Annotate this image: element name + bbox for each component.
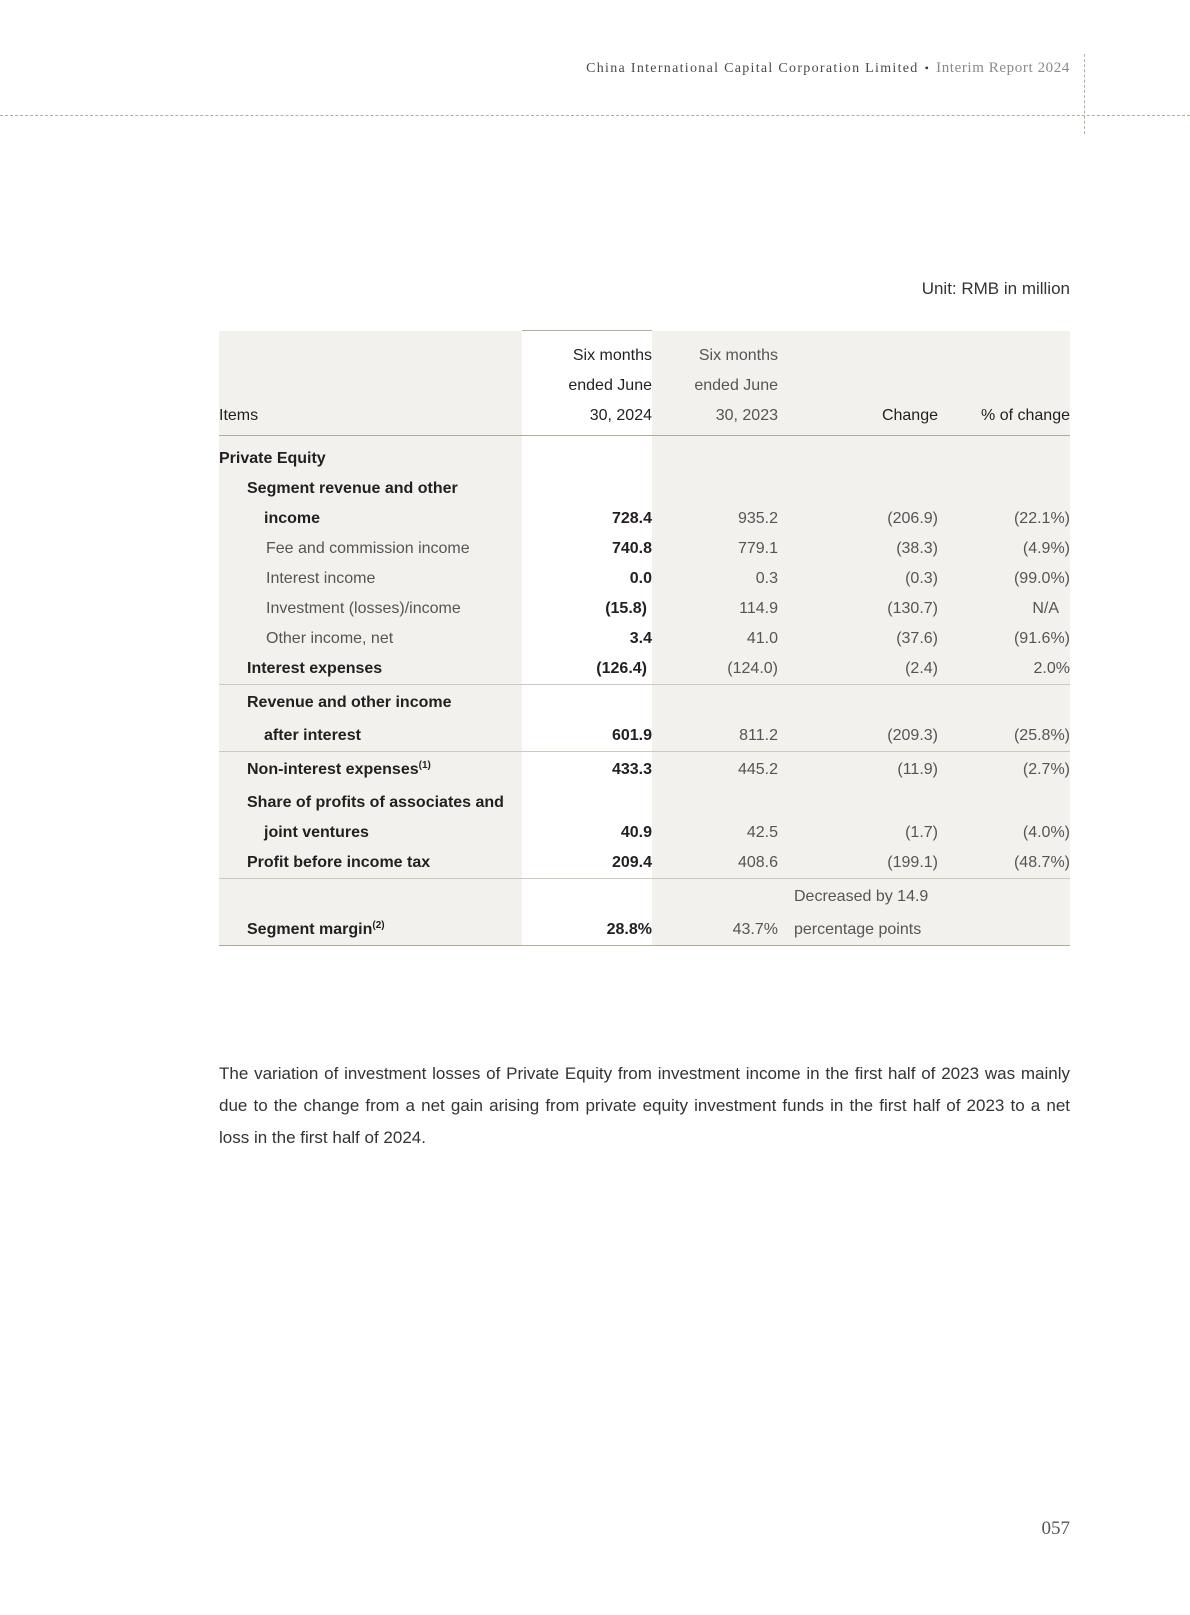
cell-2023: 811.2 bbox=[652, 721, 778, 752]
cell-pct bbox=[938, 915, 1070, 946]
cell-2023: 114.9 bbox=[652, 594, 778, 624]
row-label: Segment revenue and other bbox=[219, 474, 522, 504]
table-header-row bbox=[219, 331, 1070, 436]
unit-note: Unit: RMB in million bbox=[921, 279, 1070, 298]
cell-pct: (25.8%) bbox=[938, 721, 1070, 752]
cell-change: (1.7) bbox=[778, 818, 938, 848]
row-label: Fee and commission income bbox=[219, 534, 522, 564]
cell-2024: 40.9 bbox=[522, 818, 652, 848]
cell-change: (199.1) bbox=[778, 848, 938, 879]
cell-2023: 408.6 bbox=[652, 848, 778, 879]
cell-2024: 3.4 bbox=[522, 624, 652, 654]
table-row bbox=[219, 915, 1070, 946]
cell-2024: 28.8% bbox=[522, 915, 652, 946]
cell-pct bbox=[938, 474, 1070, 504]
cell-change: (2.4) bbox=[778, 654, 938, 685]
cell-2023: 42.5 bbox=[652, 818, 778, 848]
cell-2024: (15.8) bbox=[522, 594, 652, 624]
row-label: Non-interest expenses$^{(1)}$ bbox=[219, 752, 522, 789]
cell-2024: 433.3 bbox=[522, 752, 652, 789]
table-row bbox=[219, 474, 1070, 504]
row-label: Share of profits of associates and bbox=[219, 788, 522, 818]
header-dashed-rule bbox=[0, 115, 1190, 116]
col-header-items: Items bbox=[219, 331, 522, 436]
cell-2024: 740.8 bbox=[522, 534, 652, 564]
cell-pct: (4.0%) bbox=[938, 818, 1070, 848]
row-label: after interest bbox=[219, 721, 522, 752]
row-label: Segment margin$^{(2)}$ bbox=[219, 915, 522, 946]
table-row bbox=[219, 436, 1070, 475]
cell-pct bbox=[938, 788, 1070, 818]
col-header-2023: Six months ended June 30, 2023 bbox=[652, 331, 778, 436]
row-label: Private Equity bbox=[219, 436, 522, 475]
cell-pct: N/A bbox=[938, 594, 1070, 624]
row-label: joint ventures bbox=[219, 818, 522, 848]
cell-2023 bbox=[652, 436, 778, 475]
cell-pct bbox=[938, 436, 1070, 475]
cell-pct: 2.0% bbox=[938, 654, 1070, 685]
cell-2024 bbox=[522, 474, 652, 504]
cell-pct: (4.9%) bbox=[938, 534, 1070, 564]
row-label: Other income, net bbox=[219, 624, 522, 654]
row-label: Interest expenses bbox=[219, 654, 522, 685]
cell-pct bbox=[938, 685, 1070, 722]
cell-2023: 779.1 bbox=[652, 534, 778, 564]
col-header-2024: Six months ended June 30, 2024 bbox=[522, 331, 652, 436]
table-row bbox=[219, 685, 1070, 722]
table-row bbox=[219, 879, 1070, 916]
cell-change: (11.9) bbox=[778, 752, 938, 789]
table-row bbox=[219, 654, 1070, 685]
cell-2023 bbox=[652, 685, 778, 722]
cell-change bbox=[778, 685, 938, 722]
row-label: Revenue and other income bbox=[219, 685, 522, 722]
table-row bbox=[219, 752, 1070, 789]
table-row bbox=[219, 721, 1070, 752]
cell-2023 bbox=[652, 788, 778, 818]
row-label: Interest income bbox=[219, 564, 522, 594]
table-row bbox=[219, 788, 1070, 818]
cell-change bbox=[778, 436, 938, 475]
cell-change: (209.3) bbox=[778, 721, 938, 752]
cell-2024: 209.4 bbox=[522, 848, 652, 879]
cell-change-note-line1: Decreased by 14.9 bbox=[778, 879, 938, 916]
header-dashed-tick bbox=[1084, 54, 1085, 134]
cell-2024 bbox=[522, 436, 652, 475]
footnote-marker: (1) bbox=[418, 760, 431, 771]
cell-change: (38.3) bbox=[778, 534, 938, 564]
cell-2023: 0.3 bbox=[652, 564, 778, 594]
col-header-pct-change: % of change bbox=[938, 331, 1070, 436]
cell-2024 bbox=[522, 788, 652, 818]
table-row bbox=[219, 534, 1070, 564]
table-row bbox=[219, 818, 1070, 848]
row-label: Investment (losses)/income bbox=[219, 594, 522, 624]
cell-2023: 43.7% bbox=[652, 915, 778, 946]
cell-change: (206.9) bbox=[778, 504, 938, 534]
cell-change: (37.6) bbox=[778, 624, 938, 654]
cell-change bbox=[778, 474, 938, 504]
cell-pct: (22.1%) bbox=[938, 504, 1070, 534]
cell-2024: (126.4) bbox=[522, 654, 652, 685]
cell-2024 bbox=[522, 685, 652, 722]
cell-change-note-line2: percentage points bbox=[778, 915, 938, 946]
cell-pct: (48.7%) bbox=[938, 848, 1070, 879]
running-header bbox=[586, 60, 1070, 77]
explanatory-paragraph: The variation of investment losses of Private Equity from investment income in the first half of 2023 was mainly due to the change from a net gain arising from private equity investment funds in the first half of 2023 to a net loss in the first half of 2024. bbox=[219, 1064, 1070, 1147]
table-row bbox=[219, 624, 1070, 654]
table-row bbox=[219, 564, 1070, 594]
company-name: China International Capital Corporation Limited bbox=[586, 61, 919, 76]
cell-2023: 41.0 bbox=[652, 624, 778, 654]
header-separator: • bbox=[924, 61, 931, 75]
row-label: income bbox=[219, 504, 522, 534]
col-header-change: Change bbox=[778, 331, 938, 436]
cell-change: (130.7) bbox=[778, 594, 938, 624]
cell-pct: (99.0%) bbox=[938, 564, 1070, 594]
cell-2023 bbox=[652, 474, 778, 504]
report-title: Interim Report 2024 bbox=[936, 60, 1070, 76]
row-label: Profit before income tax bbox=[219, 848, 522, 879]
table-row bbox=[219, 848, 1070, 879]
cell-2024: 601.9 bbox=[522, 721, 652, 752]
segment-table bbox=[219, 330, 1070, 946]
cell-change: (0.3) bbox=[778, 564, 938, 594]
page-number: 057 bbox=[1041, 1518, 1070, 1539]
cell-pct: (91.6%) bbox=[938, 624, 1070, 654]
table-row bbox=[219, 594, 1070, 624]
cell-2023: 445.2 bbox=[652, 752, 778, 789]
cell-2023: (124.0) bbox=[652, 654, 778, 685]
cell-2024: 728.4 bbox=[522, 504, 652, 534]
cell-pct: (2.7%) bbox=[938, 752, 1070, 789]
cell-change bbox=[778, 788, 938, 818]
table-row bbox=[219, 504, 1070, 534]
footnote-marker: (2) bbox=[372, 920, 385, 931]
cell-2023: 935.2 bbox=[652, 504, 778, 534]
cell-2024: 0.0 bbox=[522, 564, 652, 594]
